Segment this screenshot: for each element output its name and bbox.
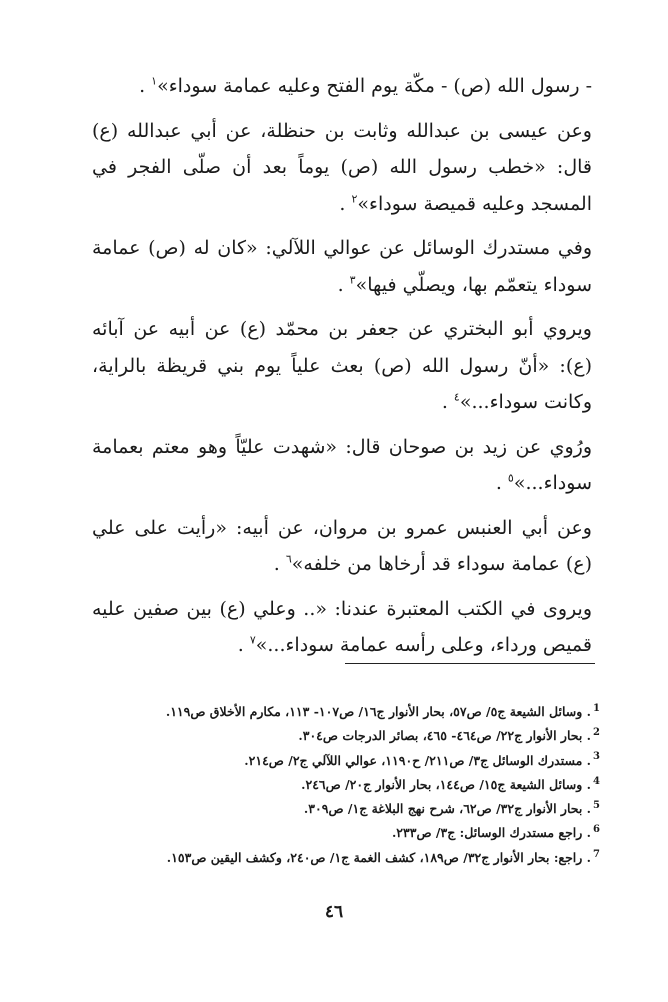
paragraph-4: ويروي أبو البختري عن جعفر بن محمّد (ع) عن أبيه عن آبائه (ع): «أنّ رسول الله (ص) بعث علياً يوم بني قريظة بالراية، وكانت سوداء...»$^٤$ . <box>92 318 592 413</box>
footnote-marker: ٦ <box>285 552 292 566</box>
footnote-7 <box>110 846 600 870</box>
paragraph-5: ورُوي عن زيد بن صوحان قال: «شهدت عليّاً وهو معتم بعمامة سوداء...»$^٥$ . <box>92 435 592 494</box>
footnote-text: . راجع مستدرك الوسائل: ج٣/ ص٢٣٣. <box>391 825 592 841</box>
footnote-text: . وسائل الشيعة ج١٥/ ص١٤٤، بحار الأنوار ج٢٠/ ص٢٤٦. <box>301 776 592 792</box>
paragraph-7: ويروى في الكتب المعتبرة عندنا: «.. وعلي (ع) بين صفين عليه قميص ورداء، وعلى رأسه عمامة سوداء...»$^٧$ . <box>92 597 592 656</box>
paragraph-text: وفي مستدرك الوسائل عن عوالي اللآلي: «كان له (ص) عمامة سوداء يتعمّم بها، ويصلّي فيها» <box>92 237 592 296</box>
footnote-text: . بحار الأنوار ج٢٢/ ص٤٦٤- ٤٦٥، بصائر الدرجات ص٣٠٤. <box>298 728 592 744</box>
footnote-marker: ٧ <box>249 633 256 647</box>
footnote-number: 4 <box>593 775 600 787</box>
footnote-number: 1 <box>593 702 600 714</box>
footnote-text: . مستدرك الوسائل ج٣/ ص٢١١/ ح١١٩٠، عوالي اللآلي ج٢/ ص٢١٤. <box>244 752 592 768</box>
paragraph-3: وفي مستدرك الوسائل عن عوالي اللآلي: «كان له (ص) عمامة سوداء يتعمّم بها، ويصلّي فيها»$^٣$ . <box>92 237 592 296</box>
footnote-marker: ٤ <box>453 390 460 404</box>
paragraph-text: - رسول الله (ص) - مكّة يوم الفتح وعليه عمامة سوداء» <box>157 75 592 97</box>
footnote-marker: ٢ <box>351 192 358 206</box>
paragraph-text: ورُوي عن زيد بن صوحان قال: «شهدت عليّاً وهو معتم بعمامة سوداء...» <box>92 435 592 494</box>
footnote-3 <box>110 749 600 773</box>
footnote-4 <box>110 773 600 797</box>
footnote-separator <box>345 663 595 664</box>
footnote-marker: ١ <box>151 74 158 88</box>
footnote-2 <box>110 724 600 748</box>
paragraph-1: - رسول الله (ص) - مكّة يوم الفتح وعليه عمامة سوداء»$^١$ . <box>139 74 592 97</box>
paragraph-text: ويروي أبو البختري عن جعفر بن محمّد (ع) عن أبيه عن آبائه (ع): «أنّ رسول الله (ص) بعث علياً يوم بني قريظة بالراية، وكانت سوداء...» <box>92 318 592 413</box>
paragraph-text: وعن أبي العنبس عمرو بن مروان، عن أبيه: «رأيت على علي (ع) عمامة سوداء قد أرخاها من خلفه» <box>92 516 592 575</box>
footnote-6 <box>110 821 600 845</box>
paragraph-2: وعن عيسى بن عبدالله وثابت بن حنظلة، عن أبي عبدالله (ع) قال: «خطب رسول الله (ص) يوماً بعد أن صلّى الفجر في المسجد وعليه قميصة سوداء»$^٢$ . <box>92 119 592 215</box>
footnote-marker: ٥ <box>507 471 514 485</box>
paragraph-6: وعن أبي العنبس عمرو بن مروان، عن أبيه: «رأيت على علي (ع) عمامة سوداء قد أرخاها من خلفه»$^٦$ . <box>92 516 592 575</box>
footnotes <box>110 700 600 870</box>
page-number: ٤٦ <box>324 902 344 922</box>
footnote-1 <box>110 700 600 724</box>
footnote-text: . راجع: بحار الأنوار ج٣٢/ ص١٨٩، كشف الغمة ج١/ ص٢٤٠، وكشف اليقين ص١٥٣. <box>166 849 592 865</box>
footnote-number: 5 <box>593 800 600 812</box>
paragraph-text: وعن عيسى بن عبدالله وثابت بن حنظلة، عن أبي عبدالله (ع) قال: «خطب رسول الله (ص) يوماً بعد أن صلّى الفجر في المسجد وعليه قميصة سوداء» <box>92 119 592 215</box>
footnote-5 <box>110 797 600 821</box>
footnote-number: 7 <box>593 848 600 860</box>
footnote-marker: ٣ <box>349 273 356 287</box>
paragraph-text: ويروى في الكتب المعتبرة عندنا: «.. وعلي (ع) بين صفين عليه قميص ورداء، وعلى رأسه عمامة سوداء...» <box>92 597 592 656</box>
footnote-number: 2 <box>593 727 600 739</box>
footnote-text: . بحار الأنوار ج٣٢/ ص٦٢، شرح نهج البلاغة ج١/ ص٣٠٩. <box>303 801 592 817</box>
footnote-number: 3 <box>593 751 600 763</box>
footnote-text: . وسائل الشيعة ج٥/ ص٥٧، بحار الأنوار ج١٦/ ص١٠٧- ١١٣، مكارم الأخلاق ص١١٩. <box>165 704 592 719</box>
main-text <box>92 68 592 672</box>
footnote-number: 6 <box>593 824 600 836</box>
